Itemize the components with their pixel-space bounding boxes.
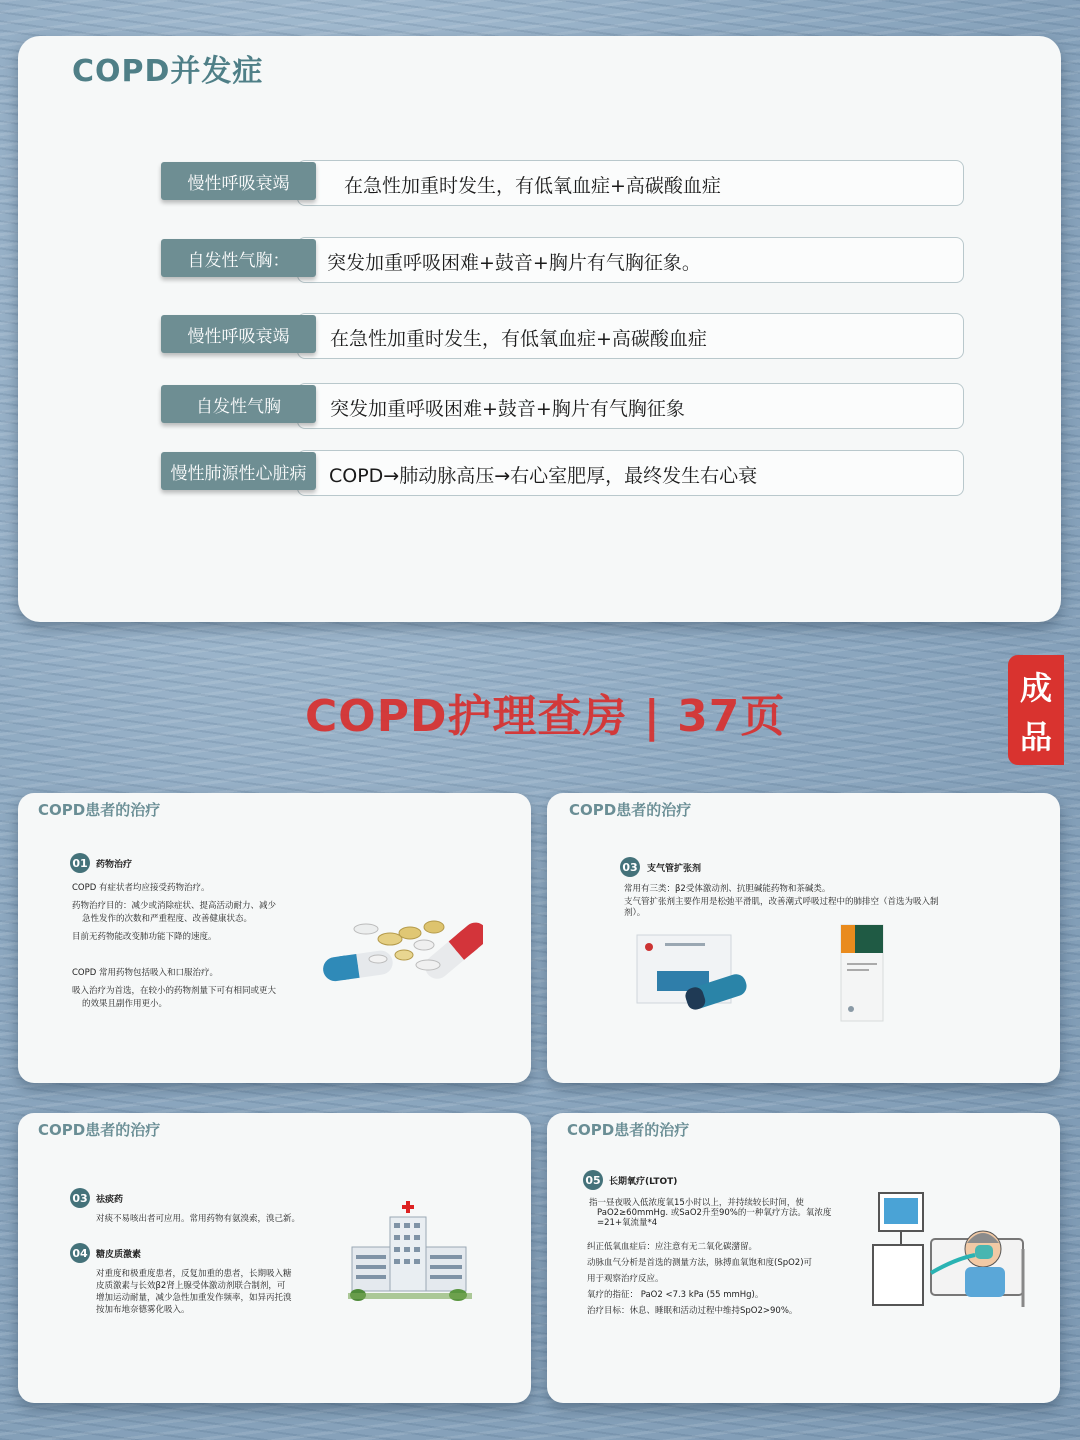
treatment-slide-expectorants xyxy=(18,1113,531,1403)
slide-title: COPD并发症 xyxy=(72,54,264,89)
section-label: 祛痰药 xyxy=(96,1195,124,1205)
row-tag: 慢性肺源性心脏病 xyxy=(161,452,316,490)
section-number: 01 xyxy=(70,853,90,873)
text-line: 纠正低氧血症后：应注意有无二氧化碳潴留。 xyxy=(587,1242,758,1252)
finished-badge xyxy=(1008,655,1064,765)
complication-row xyxy=(161,450,964,496)
row-desc: 在急性加重时发生，有低氧血症+高碳酸血症 xyxy=(330,328,707,350)
section-label: 支气管扩张剂 xyxy=(647,864,702,874)
treatment-slide-oxygen xyxy=(547,1113,1060,1403)
text-line: 用于观察治疗反应。 xyxy=(587,1274,664,1284)
text-line: 动脉血气分析是首选的测量方法，脉搏血氧饱和度(SpO2)可 xyxy=(587,1258,813,1268)
text-line: 的效果且副作用更小。 xyxy=(82,999,168,1009)
row-tag: 慢性呼吸衰竭 xyxy=(161,162,316,200)
section-label: 糖皮质激素 xyxy=(96,1250,142,1260)
complication-row xyxy=(161,383,964,429)
hospital-icon xyxy=(348,1193,473,1308)
text-line: 剂）。 xyxy=(624,908,646,918)
text-line: 皮质激素与长效β2肾上腺受体激动剂联合制剂，可 xyxy=(96,1281,286,1291)
slide-title: COPD患者的治疗 xyxy=(567,1121,690,1139)
badge-char: 成 xyxy=(1019,668,1052,707)
complication-row xyxy=(161,313,964,359)
slide-title: COPD患者的治疗 xyxy=(38,801,161,819)
row-tag: 自发性气胸： xyxy=(161,239,316,277)
text-line: 对重度和极重度患者，反复加重的患者，长期吸入糖 xyxy=(96,1269,292,1279)
text-line: 增加运动耐量，减少急性加重发作频率，如异丙托溴 xyxy=(96,1293,292,1303)
row-desc: 突发加重呼吸困难+鼓音+胸片有气胸征象 xyxy=(330,398,685,420)
complication-row xyxy=(161,237,964,283)
text-line: 氧疗的指征： PaO2 <7.3 kPa (55 mmHg)。 xyxy=(587,1290,764,1300)
text-line: 治疗目标：休息、睡眠和活动过程中维持SpO2>90%。 xyxy=(587,1306,798,1316)
badge-char: 品 xyxy=(1019,717,1052,756)
section-number: 04 xyxy=(70,1243,90,1263)
complications-slide xyxy=(18,36,1061,622)
slide-title: COPD患者的治疗 xyxy=(569,801,692,819)
row-desc: 在急性加重时发生，有低氧血症+高碳酸血症 xyxy=(344,175,721,197)
text-line: 按加布地奈德雾化吸入。 xyxy=(96,1305,190,1315)
text-line: PaO2≥60mmHg. 或SaO2升至90%的一种氧疗方法。氧浓度 xyxy=(597,1208,832,1218)
treatment-slide-bronchodilators xyxy=(547,793,1060,1083)
slide-title: COPD患者的治疗 xyxy=(38,1121,161,1139)
text-line: 药物治疗目的：减少或消除症状、提高活动耐力、减少 xyxy=(72,901,277,911)
text-line: COPD 常用药物包括吸入和口服治疗。 xyxy=(72,968,218,978)
text-line: 吸入治疗为首选，在较小的药物剂量下可有相同或更大 xyxy=(72,986,277,996)
section-number: 03 xyxy=(70,1188,90,1208)
text-line: 常用有三类：β2受体激动剂、抗胆碱能药物和茶碱类。 xyxy=(624,884,831,894)
inhaler-box-icon xyxy=(635,933,765,1018)
banner-title: COPD护理查房 | 37页 xyxy=(305,691,786,742)
treatment-slide-drugs xyxy=(18,793,531,1083)
section-label: 药物治疗 xyxy=(96,860,133,870)
row-desc: COPD→肺动脉高压→右心室肥厚，最终发生右心衰 xyxy=(329,465,758,487)
pills-icon xyxy=(318,903,483,988)
section-label: 长期氧疗(LTOT) xyxy=(609,1177,678,1187)
medicine-box-icon xyxy=(839,923,887,1025)
text-line: 支气管扩张剂主要作用是松弛平滑肌，改善潮式呼吸过程中的肺排空（首选为吸入制 xyxy=(624,897,939,907)
text-line: 目前无药物能改变肺功能下降的速度。 xyxy=(72,932,217,942)
section-number: 03 xyxy=(620,857,640,877)
oxygen-therapy-icon xyxy=(871,1189,1031,1314)
text-line: 急性发作的次数和严重程度、改善健康状态。 xyxy=(82,914,253,924)
section-number: 05 xyxy=(583,1170,603,1190)
row-desc: 突发加重呼吸困难+鼓音+胸片有气胸征象。 xyxy=(327,252,701,274)
complication-row xyxy=(161,160,964,206)
text-line: 指一昼夜吸入低浓度氧15小时以上，并持续较长时间，使 xyxy=(589,1198,804,1208)
text-line: =21+氧流量*4 xyxy=(597,1218,658,1228)
row-tag: 慢性呼吸衰竭 xyxy=(161,315,316,353)
text-line: COPD 有症状者均应接受药物治疗。 xyxy=(72,883,210,893)
text-line: 对痰不易咳出者可应用。常用药物有氨溴索，溴己新。 xyxy=(96,1214,301,1224)
row-tag: 自发性气胸 xyxy=(161,385,316,423)
